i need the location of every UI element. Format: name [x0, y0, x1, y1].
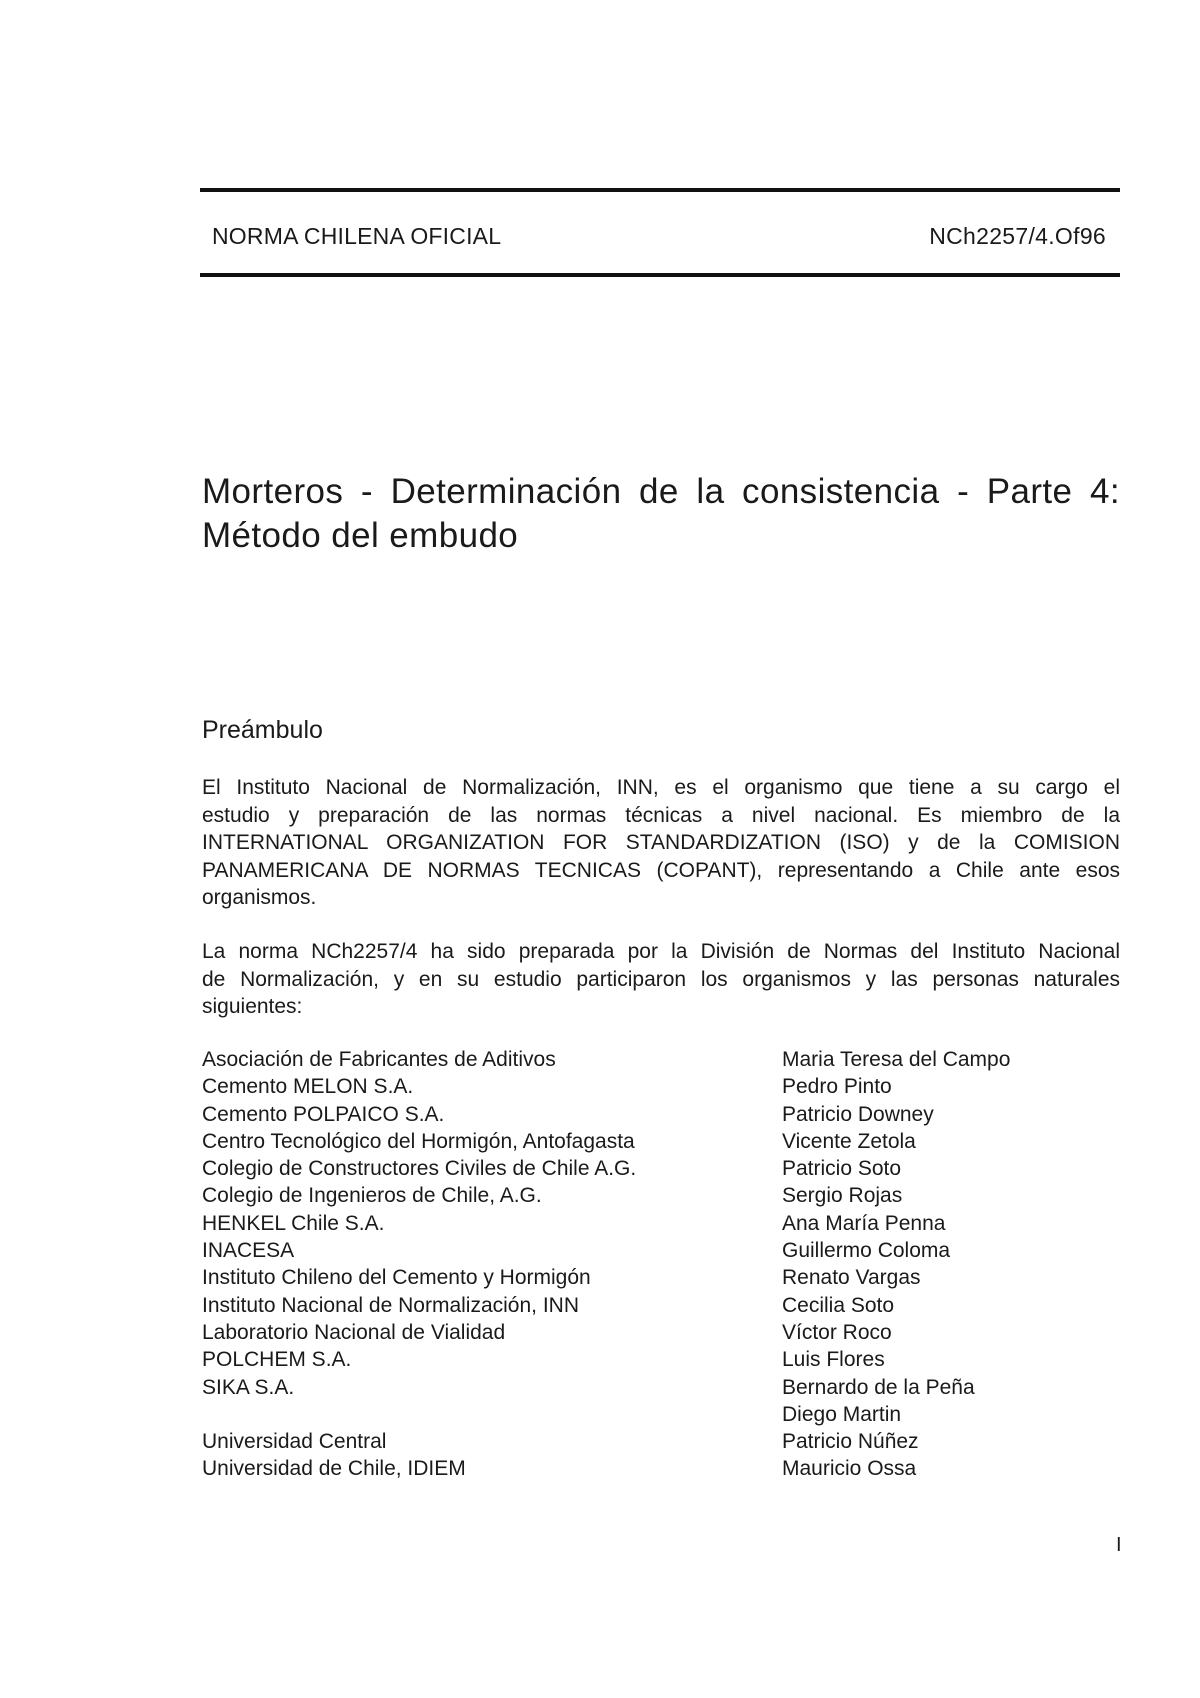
participant-organization: Colegio de Constructores Civiles de Chile A.G. — [202, 1157, 637, 1181]
participant-row — [202, 1155, 1120, 1182]
header-bottom-rule — [200, 273, 1120, 277]
participant-organization — [202, 1401, 782, 1428]
paragraph-line: siguientes: — [202, 995, 303, 1018]
header-top-rule — [200, 188, 1120, 192]
paragraph-line: INTERNATIONAL ORGANIZATION FOR STANDARDIZATION (ISO) y de la COMISION — [202, 831, 1120, 854]
paragraph-line: de Normalización, y en su estudio participaron los organismos y las personas naturales — [202, 967, 1120, 991]
participant-organization: Instituto Chileno del Cemento y Hormigón — [202, 1266, 591, 1290]
document-title — [202, 470, 1120, 558]
participant-row — [202, 1046, 1120, 1073]
participant-person: Vicente Zetola — [782, 1129, 916, 1153]
participant-organization: Centro Tecnológico del Hormigón, Antofagasta — [202, 1129, 635, 1153]
participant-person: Sergio Rojas — [782, 1184, 903, 1208]
participant-person: Víctor Roco — [782, 1320, 892, 1344]
participant-organization: Universidad de Chile, IDIEM — [202, 1457, 466, 1481]
standard-code: NCh2257/4.Of96 — [929, 223, 1106, 249]
participant-row — [202, 1264, 1120, 1291]
participant-organization: Instituto Nacional de Normalización, INN — [202, 1293, 579, 1317]
preamble-paragraph-1 — [202, 774, 1120, 912]
participant-person: Luis Flores — [782, 1348, 885, 1372]
participant-row — [202, 1428, 1120, 1455]
participant-organization: HENKEL Chile S.A. — [202, 1211, 385, 1235]
participant-row — [202, 1374, 1120, 1401]
participant-organization: Asociación de Fabricantes de Aditivos — [202, 1048, 556, 1071]
participant-person: Patricio Núñez — [782, 1430, 919, 1454]
preamble-paragraph-2 — [202, 938, 1120, 1021]
paragraph-line: La norma NCh2257/4 ha sido preparada por la División de Normas del Instituto Nacional — [202, 940, 1120, 963]
participant-organization: Cemento POLPAICO S.A. — [202, 1102, 445, 1126]
participant-organization: SIKA S.A. — [202, 1375, 295, 1399]
participant-row — [202, 1182, 1120, 1209]
participant-organization: Cemento MELON S.A. — [202, 1075, 414, 1099]
document-type-label: NORMA CHILENA OFICIAL — [212, 223, 502, 249]
participant-row — [202, 1101, 1120, 1128]
participant-row — [202, 1073, 1120, 1100]
paragraph-line: PANAMERICANA DE NORMAS TECNICAS (COPANT), representando a Chile ante esos — [202, 858, 1120, 882]
participant-row — [202, 1319, 1120, 1346]
participant-person: Diego Martin — [782, 1402, 902, 1426]
paragraph-line: organismos. — [202, 886, 317, 909]
participant-row — [202, 1292, 1120, 1319]
participant-person: Pedro Pinto — [782, 1075, 892, 1099]
participant-person: Maria Teresa del Campo — [782, 1048, 1011, 1071]
paragraph-line: El Instituto Nacional de Normalización, INN, es el organismo que tiene a su cargo el — [202, 776, 1120, 799]
participant-person: Bernardo de la Peña — [782, 1375, 975, 1399]
participant-row — [202, 1210, 1120, 1237]
preamble-heading: Preámbulo — [202, 716, 323, 744]
participant-person: Ana María Penna — [782, 1211, 946, 1235]
participant-organization: Laboratorio Nacional de Vialidad — [202, 1320, 506, 1344]
title-line-2: Método del embudo — [202, 516, 519, 555]
participant-person: Mauricio Ossa — [782, 1457, 917, 1481]
participant-row — [202, 1401, 1120, 1428]
participant-organization: INACESA — [202, 1239, 295, 1263]
participant-person: Renato Vargas — [782, 1266, 921, 1290]
participant-row — [202, 1237, 1120, 1264]
participant-row — [202, 1346, 1120, 1373]
participant-person: Patricio Soto — [782, 1157, 902, 1181]
title-line-1: Morteros - Determinación de la consistencia - Parte 4: — [202, 472, 1120, 511]
participant-row — [202, 1455, 1120, 1482]
participant-organization: Colegio de Ingenieros de Chile, A.G. — [202, 1184, 542, 1208]
participant-row — [202, 1128, 1120, 1155]
page-number: I — [1116, 1534, 1122, 1556]
participant-person: Patricio Downey — [782, 1102, 934, 1126]
participant-person: Cecilia Soto — [782, 1293, 895, 1317]
participant-person: Guillermo Coloma — [782, 1239, 951, 1263]
participant-organization: Universidad Central — [202, 1430, 387, 1454]
participant-organization: POLCHEM S.A. — [202, 1348, 352, 1372]
participants-list — [202, 1046, 1120, 1483]
paragraph-line: estudio y preparación de las normas técnicas a nivel nacional. Es miembro de la — [202, 803, 1120, 827]
